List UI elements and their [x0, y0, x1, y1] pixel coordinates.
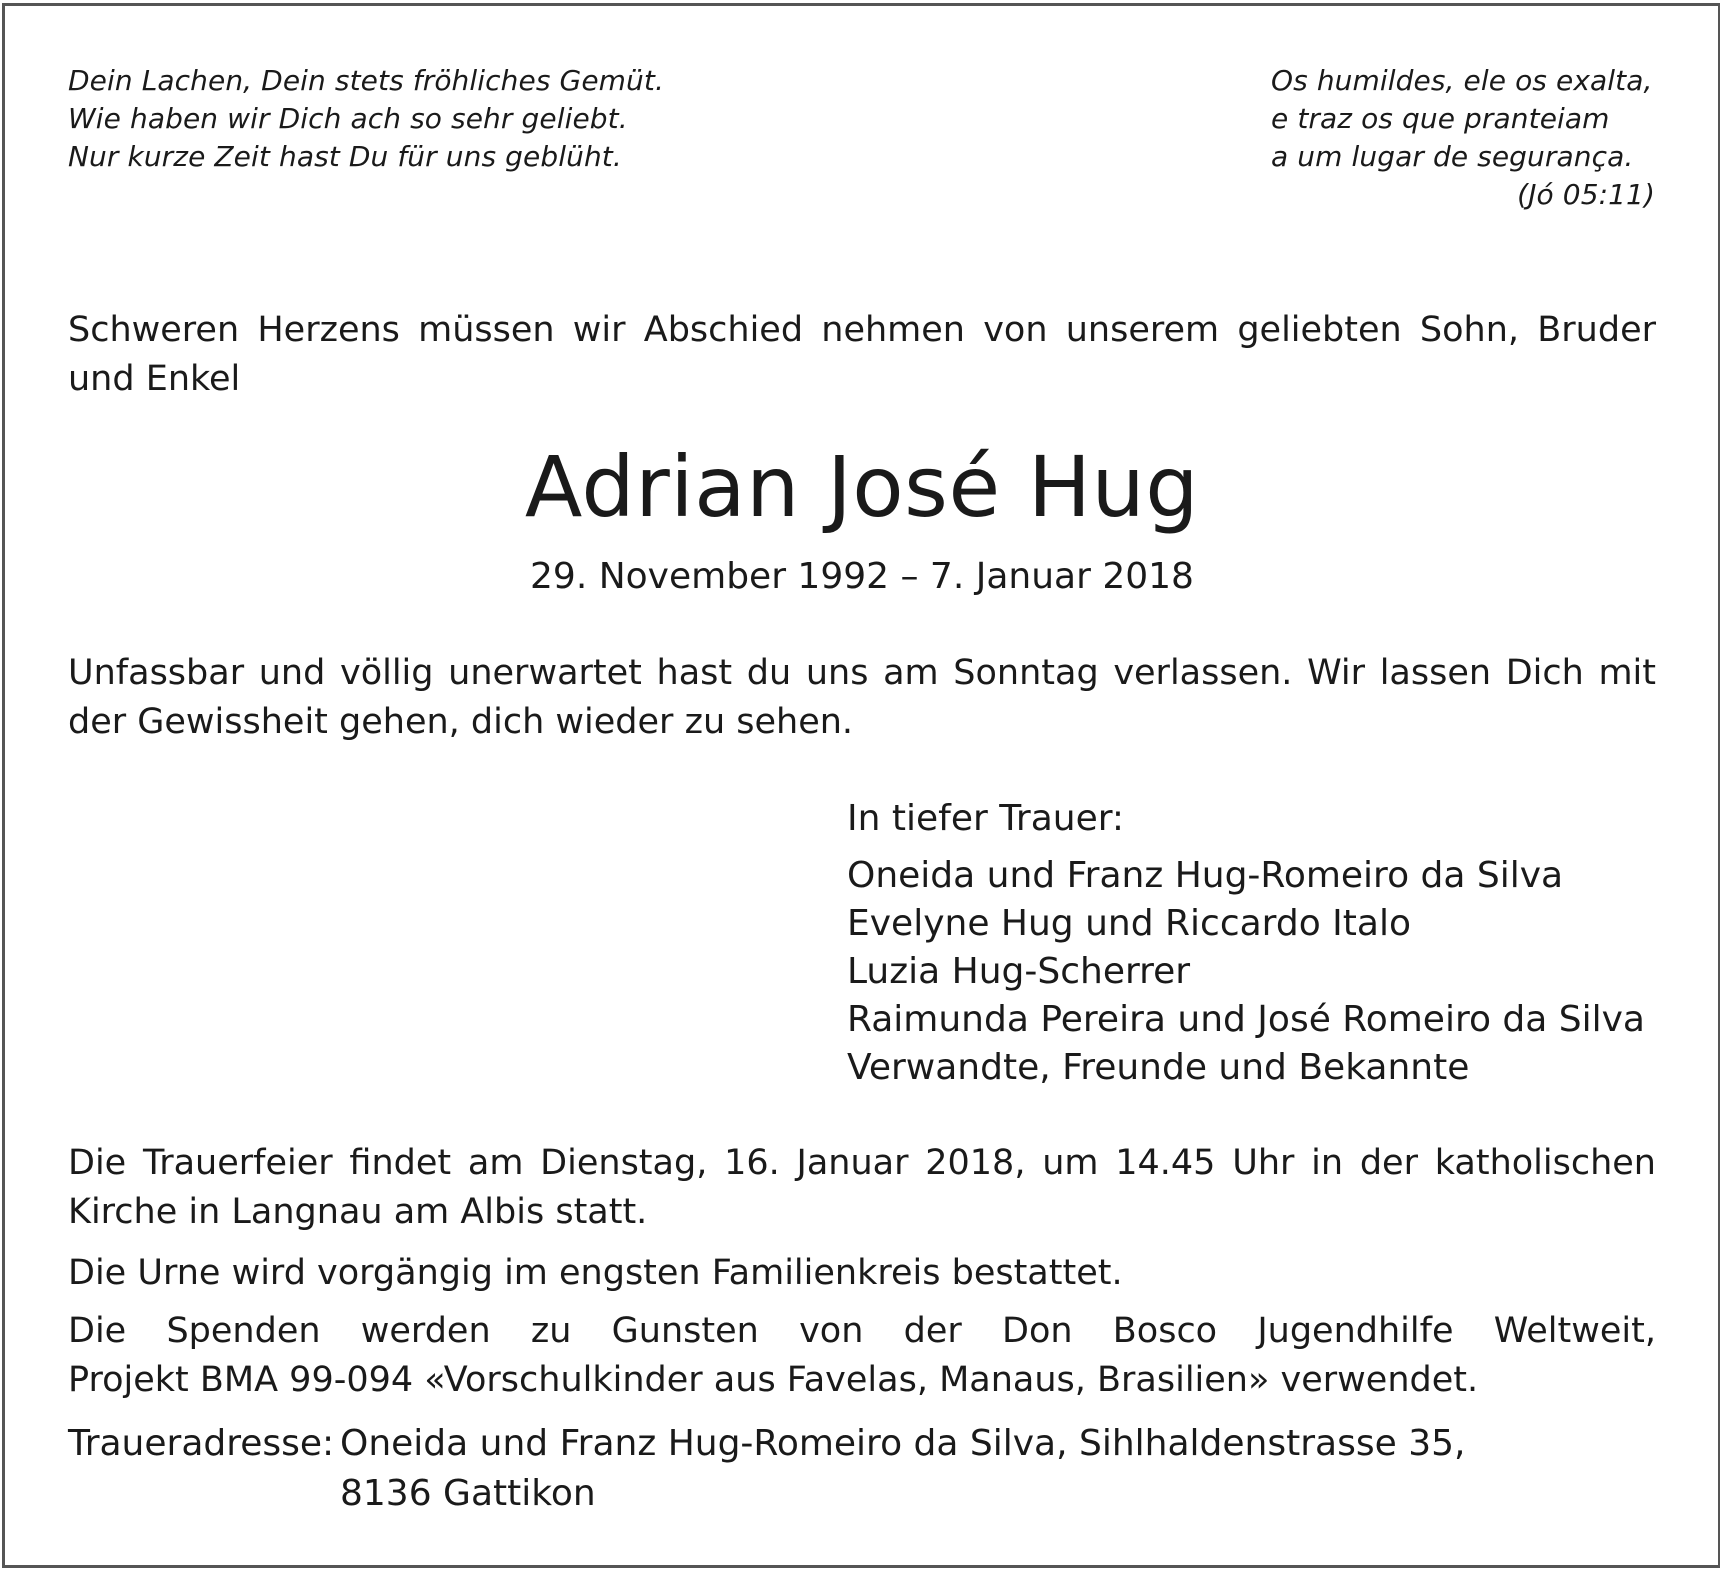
- mourner-name: Raimunda Pereira und José Romeiro da Silva: [847, 999, 1645, 1040]
- poem-portuguese: [1271, 62, 1655, 214]
- service-line: Kirche in Langnau am Albis statt.: [68, 1192, 648, 1232]
- message-line: Unfassbar und völlig unerwartet hast du uns am Sonntag verlassen. Wir lassen Dich mit: [68, 653, 1656, 693]
- donations-paragraph: [68, 1307, 1656, 1405]
- mourners-heading: In tiefer Trauer:: [847, 798, 1125, 839]
- mourner-name: Verwandte, Freunde und Bekannte: [847, 1047, 1470, 1088]
- intro-paragraph: [68, 306, 1656, 404]
- poem-german: [68, 62, 664, 176]
- poem-german-line: Dein Lachen, Dein stets fröhliches Gemüt.: [68, 64, 664, 97]
- mourner-name: Evelyne Hug und Riccardo Italo: [847, 903, 1411, 944]
- intro-line: und Enkel: [68, 359, 241, 399]
- service-paragraph: [68, 1139, 1656, 1237]
- deceased-name: Adrian José Hug: [524, 438, 1200, 536]
- mourner-name: Oneida und Franz Hug-Romeiro da Silva: [847, 855, 1564, 896]
- donations-line: Projekt BMA 99-094 «Vorschulkinder aus Favelas, Manaus, Brasilien» verwendet.: [68, 1360, 1479, 1400]
- urn-line: Die Urne wird vorgängig im engsten Familienkreis bestattet.: [68, 1253, 1123, 1293]
- mourners-list: [847, 852, 1645, 1092]
- service-line: Die Trauerfeier findet am Dienstag, 16. Januar 2018, um 14.45 Uhr in der katholischen: [68, 1143, 1656, 1183]
- poem-portuguese-line: Os humildes, ele os exalta,: [1271, 64, 1653, 97]
- poem-portuguese-line: e traz os que pranteiam: [1271, 102, 1610, 135]
- address-block: [340, 1419, 1465, 1519]
- donations-line: Die Spenden werden zu Gunsten von der Don Bosco Jugendhilfe Weltweit,: [68, 1311, 1656, 1351]
- poem-german-line: Wie haben wir Dich ach so sehr geliebt.: [68, 102, 628, 135]
- message-line: der Gewissheit gehen, dich wieder zu sehen.: [68, 702, 854, 742]
- address-label: Traueradresse:: [68, 1423, 335, 1464]
- message-paragraph: [68, 649, 1656, 747]
- mourner-name: Luzia Hug-Scherrer: [847, 951, 1191, 992]
- bible-reference: (Jó 05:11): [1517, 178, 1655, 211]
- poem-german-line: Nur kurze Zeit hast Du für uns geblüht.: [68, 140, 622, 173]
- life-dates: 29. November 1992 – 7. Januar 2018: [530, 556, 1194, 597]
- urn-paragraph: [68, 1249, 1656, 1298]
- poem-portuguese-line: a um lugar de segurança.: [1271, 140, 1634, 173]
- intro-line: Schweren Herzens müssen wir Abschied nehmen von unserem geliebten Sohn, Bruder: [68, 310, 1656, 350]
- address-line: 8136 Gattikon: [340, 1473, 596, 1514]
- address-line: Oneida und Franz Hug-Romeiro da Silva, Sihlhaldenstrasse 35,: [340, 1423, 1466, 1464]
